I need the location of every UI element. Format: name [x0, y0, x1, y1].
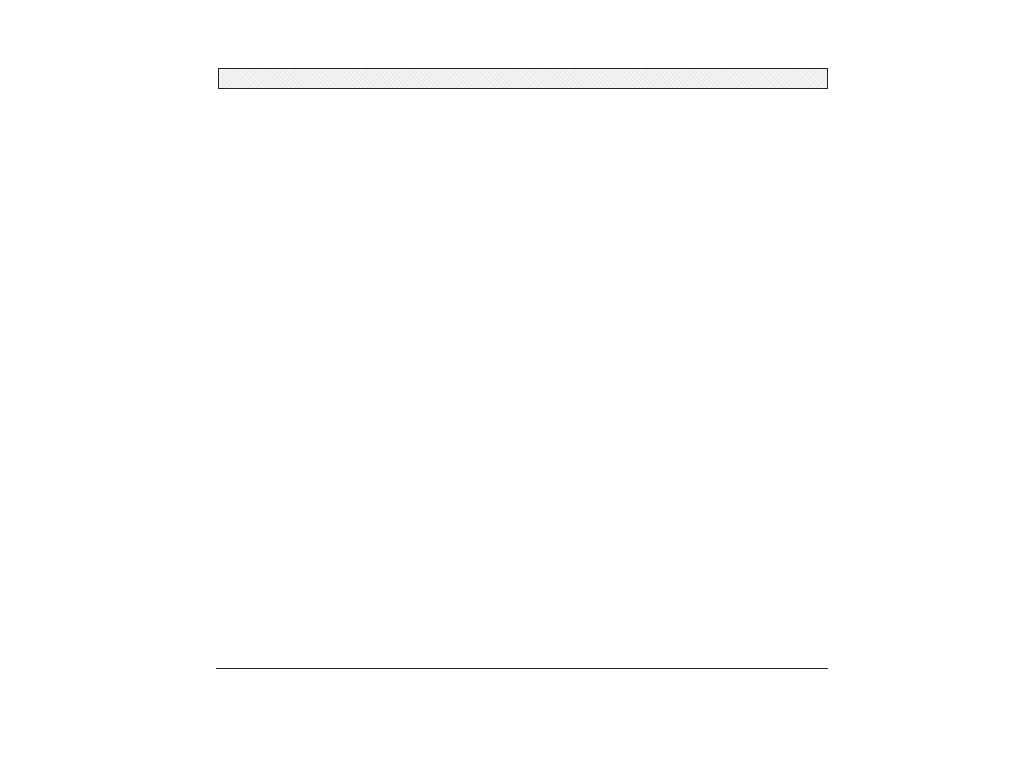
table-bottom-border: [216, 668, 828, 669]
timesheet: [210, 68, 828, 672]
table-header: [218, 68, 828, 89]
